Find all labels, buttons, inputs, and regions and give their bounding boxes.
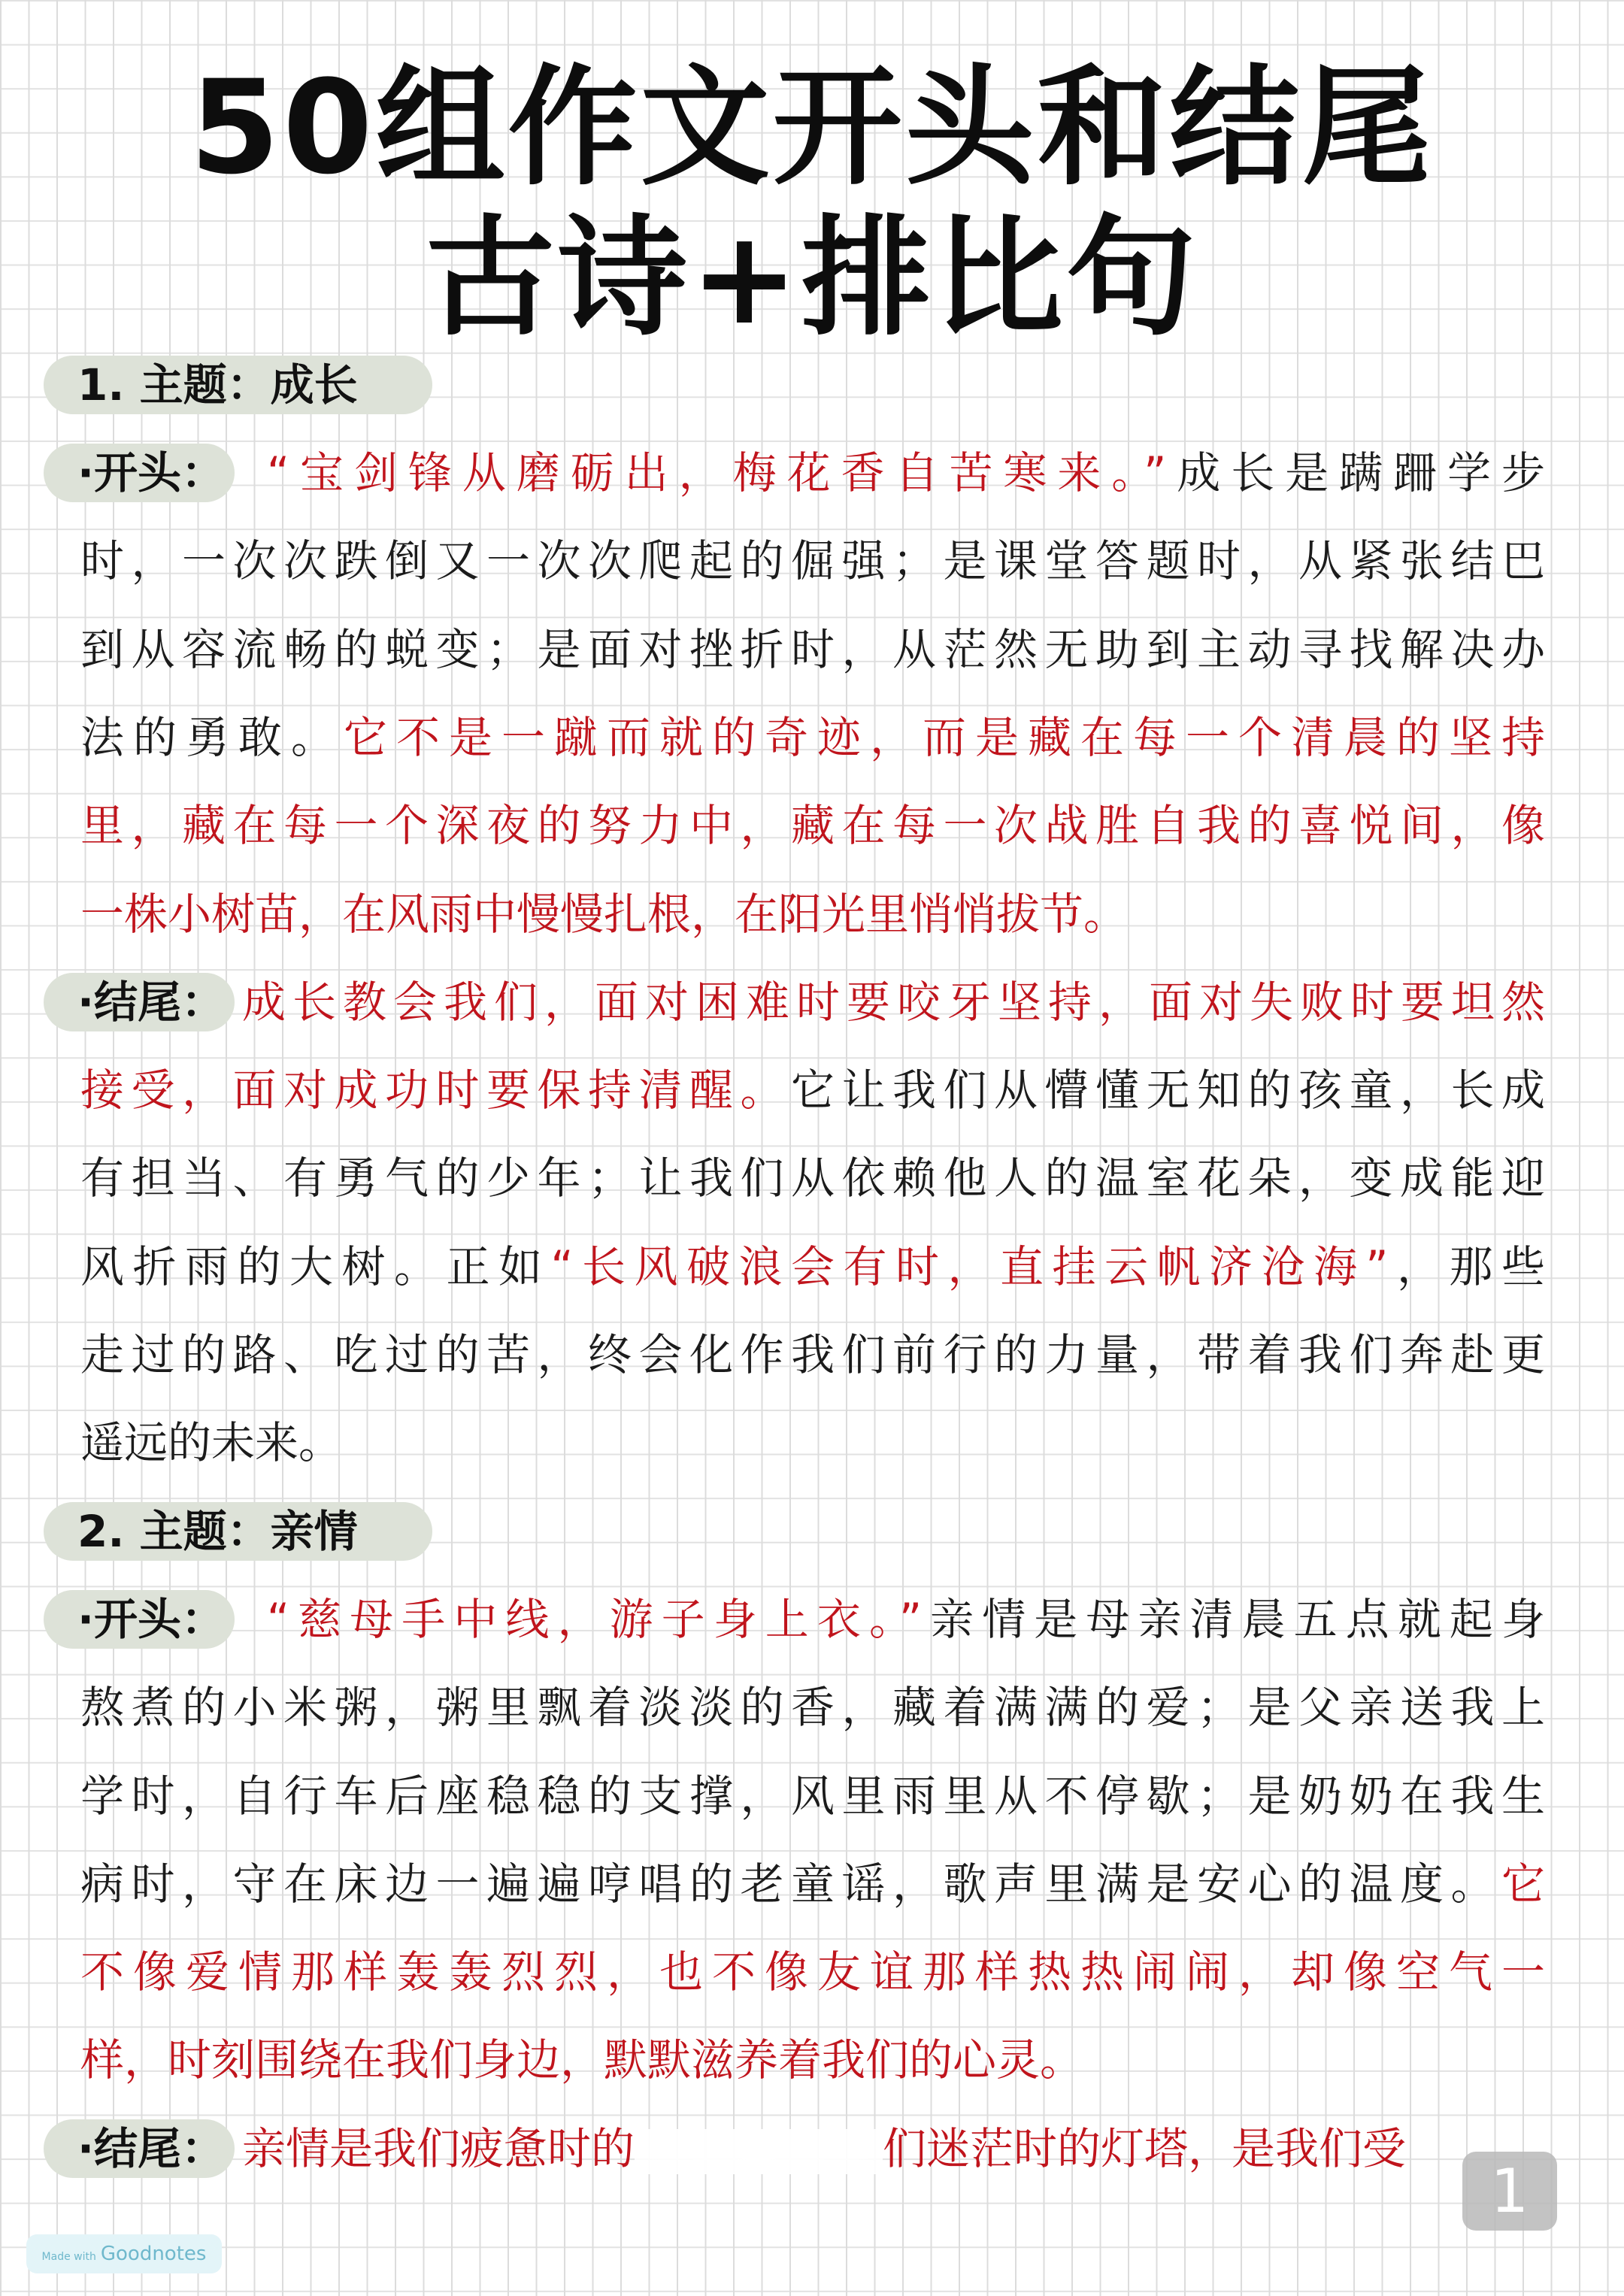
- text-line: [80, 694, 1545, 782]
- text-line: [242, 959, 1545, 1047]
- text-line: [80, 2016, 1545, 2104]
- body-text: ，那些: [1388, 1240, 1545, 1292]
- body-text: 有担当、有勇气的少年；让我们从依赖他人的温室花朵，变成能迎: [80, 1153, 1545, 1204]
- blurred-gap: [635, 2129, 883, 2174]
- highlighted-text: 接受，面对成功时要保持清醒。: [80, 1065, 791, 1116]
- text-line: [80, 1928, 1545, 2016]
- watermark-prefix: Made with: [41, 2251, 96, 2263]
- body-text: 成长是蹒跚学步: [1166, 447, 1545, 498]
- text-line: [267, 1576, 1545, 1664]
- body-text: 病时，守在床边一遍遍哼唱的老童谣，歌声里满是安心的温度。: [80, 1858, 1501, 1910]
- title-line-2: 古诗+排比句: [425, 202, 1199, 353]
- highlighted-text: 成长教会我们，面对困难时要咬牙坚持，面对失败时要坦然: [242, 976, 1545, 1028]
- title-line-1: 50组作文开头和结尾: [189, 52, 1435, 203]
- text-line: [80, 871, 1545, 959]
- text-line: [80, 1047, 1545, 1134]
- ending-label: ·结尾：: [44, 2119, 235, 2178]
- highlighted-text: 它不是一蹴而就的奇迹，而是藏在每一个清晨的坚持: [344, 711, 1545, 763]
- watermark-brand: Goodnotes: [100, 2243, 207, 2265]
- highlighted-text: 样，时刻围绕在我们身边，默默滋养着我们的心灵。: [80, 2034, 1084, 2086]
- body-text: 亲情是母亲清晨五点就起身: [922, 1593, 1545, 1645]
- body-text: 风折雨的大树。正如: [80, 1240, 551, 1292]
- highlighted-text: “慈母手中线，游子身上衣。”: [267, 1593, 923, 1645]
- body-text: 遥远的未来。: [80, 1417, 343, 1469]
- body-text: 熬煮的小米粥，粥里飘着淡淡的香，藏着满满的爱；是父亲送我上: [80, 1682, 1545, 1734]
- page-number-badge[interactable]: 1: [1462, 2152, 1557, 2231]
- section-heading: 2. 主题：亲情: [44, 1502, 432, 1561]
- highlighted-text: 它: [1501, 1858, 1545, 1910]
- text-line: [80, 606, 1545, 694]
- text-line: [80, 517, 1545, 605]
- text-line: [242, 2105, 1545, 2193]
- highlighted-text: 不像爱情那样轰轰烈烈，也不像友谊那样热热闹闹，却像空气一: [80, 1946, 1545, 1998]
- body-text: 学时，自行车后座稳稳的支撑，风里雨里从不停歇；是奶奶在我生: [80, 1770, 1545, 1822]
- opening-label: ·开头：: [44, 444, 235, 502]
- body-text: 法的勇敢。: [80, 711, 344, 763]
- highlighted-text: 里，藏在每一个深夜的努力中，藏在每一次战胜自我的喜悦间，像: [80, 800, 1545, 852]
- highlighted-text: 一株小树苗，在风雨中慢慢扎根，在阳光里悄悄拔节。: [80, 888, 1128, 940]
- highlighted-text: “宝剑锋从磨砺出，梅花香自苦寒来。”: [267, 447, 1167, 498]
- text-line: [80, 1311, 1545, 1399]
- text-line: [80, 1399, 1545, 1487]
- body-text: 到从容流畅的蜕变；是面对挫折时，从茫然无助到主动寻找解决办: [80, 623, 1545, 675]
- body-text: 它让我们从懵懂无知的孩童，长成: [791, 1065, 1545, 1116]
- highlighted-text: 亲情是我们疲惫时的: [242, 2122, 635, 2174]
- text-line: [80, 1664, 1545, 1752]
- goodnotes-watermark: [26, 2234, 222, 2273]
- text-line: [80, 1840, 1545, 1928]
- body-text: 时，一次次跌倒又一次次爬起的倔强；是课堂答题时，从紧张结巴: [80, 535, 1545, 587]
- body-text: 走过的路、吃过的苦，终会化作我们前行的力量，带着我们奔赴更: [80, 1329, 1545, 1380]
- text-line: [80, 1223, 1545, 1311]
- text-line: [267, 429, 1545, 517]
- text-line: [80, 782, 1545, 870]
- highlighted-text: 们迷茫时的灯塔，是我们受: [883, 2122, 1407, 2174]
- opening-label: ·开头：: [44, 1590, 235, 1649]
- highlighted-text: “长风破浪会有时，直挂云帆济沧海”: [550, 1240, 1389, 1292]
- ending-label: ·结尾：: [44, 973, 235, 1031]
- text-line: [80, 1752, 1545, 1840]
- text-line: [80, 1134, 1545, 1222]
- section-heading: 1. 主题：成长: [44, 356, 432, 414]
